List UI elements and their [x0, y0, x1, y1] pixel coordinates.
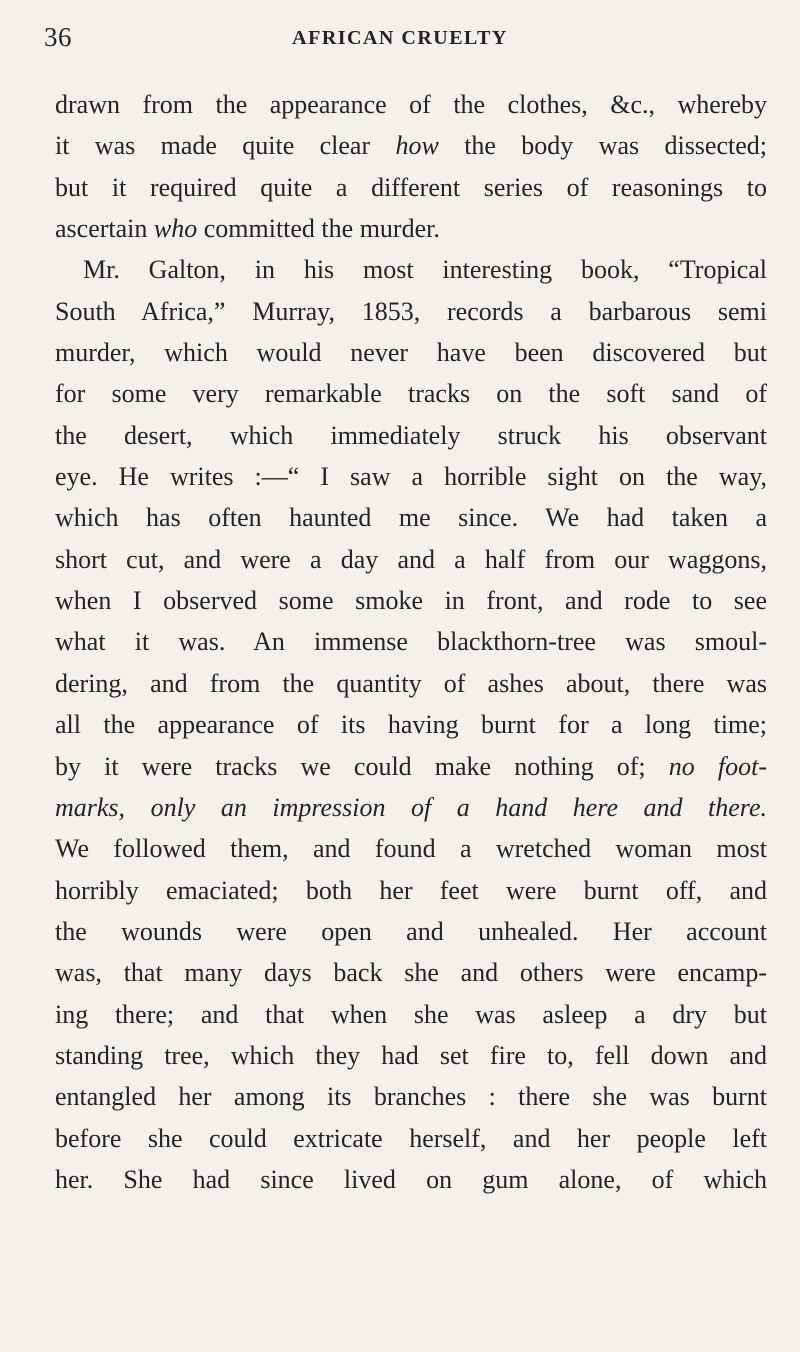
- text-segment: We followed them, and found a wretched woman most: [55, 834, 767, 864]
- text-segment: ing there; and that when she was asleep a dry but: [55, 999, 767, 1029]
- text-segment: by it were tracks we could make nothing of;: [55, 751, 669, 781]
- text-line: [55, 1159, 767, 1200]
- text-segment: drawn from the appearance of the clothes, &c., whereby: [55, 90, 767, 119]
- text-line: [55, 994, 767, 1035]
- italic-text: who: [153, 214, 198, 244]
- text-segment: for some very remarkable tracks on the soft sand of: [55, 379, 767, 409]
- text-segment: entangled her among its branches : there she was burnt: [55, 1082, 767, 1112]
- text-segment: Mr. Galton, in his most interesting book, “Tropical: [83, 255, 767, 285]
- text-line: [55, 125, 767, 166]
- text-segment: eye. He writes :—“ I saw a horrible sight on the way,: [55, 462, 767, 492]
- text-line: [55, 621, 767, 662]
- text-segment: dering, and from the quantity of ashes about, there was: [55, 668, 767, 698]
- text-segment: was, that many days back she and others were encamp-: [55, 958, 767, 988]
- text-segment: before she could extricate herself, and her people left: [55, 1123, 767, 1153]
- body-text: [55, 84, 767, 1200]
- text-segment: the wounds were open and unhealed. Her account: [55, 916, 767, 946]
- text-segment: the desert, which immediately struck his observant: [55, 420, 767, 450]
- text-line: [55, 249, 767, 290]
- text-line: [55, 1035, 767, 1076]
- text-segment: ascertain: [55, 214, 154, 244]
- text-line: [55, 1076, 767, 1117]
- text-line: [55, 415, 767, 456]
- text-line: [55, 787, 767, 828]
- text-segment: but it required quite a different series of reasonings to: [55, 172, 767, 202]
- text-line: [55, 84, 767, 125]
- running-head: AFRICAN CRUELTY: [292, 27, 508, 49]
- text-line: [55, 580, 767, 621]
- text-line: [55, 952, 767, 993]
- text-segment: which has often haunted me since. We had taken a: [55, 503, 767, 533]
- italic-text: no foot-: [668, 751, 767, 781]
- italic-text: marks, only an impression of a hand here and there.: [55, 792, 767, 822]
- text-line: [55, 870, 767, 911]
- text-line: [55, 456, 767, 497]
- text-segment: murder, which would never have been discovered but: [55, 338, 767, 368]
- text-segment: what it was. An immense blackthorn-tree was smoul-: [55, 627, 767, 657]
- text-segment: when I observed some smoke in front, and rode to see: [55, 586, 767, 616]
- text-segment: South Africa,” Murray, 1853, records a barbarous semi: [55, 296, 767, 326]
- text-segment: all the appearance of its having burnt for a long time;: [55, 710, 767, 740]
- text-segment: committed the murder.: [197, 214, 440, 244]
- text-line: [55, 291, 767, 332]
- text-line: [55, 663, 767, 704]
- text-line: [55, 208, 767, 249]
- text-segment: short cut, and were a day and a half from our waggons,: [55, 544, 767, 574]
- text-line: [55, 704, 767, 745]
- text-line: [55, 828, 767, 869]
- text-segment: her. She had since lived on gum alone, of which: [55, 1164, 767, 1194]
- text-line: [55, 1118, 767, 1159]
- text-line: [55, 746, 767, 787]
- text-line: [55, 539, 767, 580]
- text-line: [55, 497, 767, 538]
- text-segment: it was made quite clear: [55, 131, 396, 161]
- text-segment: standing tree, which they had set fire to, fell down and: [55, 1040, 767, 1070]
- italic-text: how: [395, 131, 439, 161]
- text-line: [55, 911, 767, 952]
- text-line: [55, 373, 767, 414]
- text-segment: the body was dissected;: [438, 131, 767, 161]
- text-line: [55, 167, 767, 208]
- page-number: 36: [44, 22, 72, 52]
- text-segment: horribly emaciated; both her feet were burnt off, and: [55, 875, 767, 905]
- text-line: [55, 332, 767, 373]
